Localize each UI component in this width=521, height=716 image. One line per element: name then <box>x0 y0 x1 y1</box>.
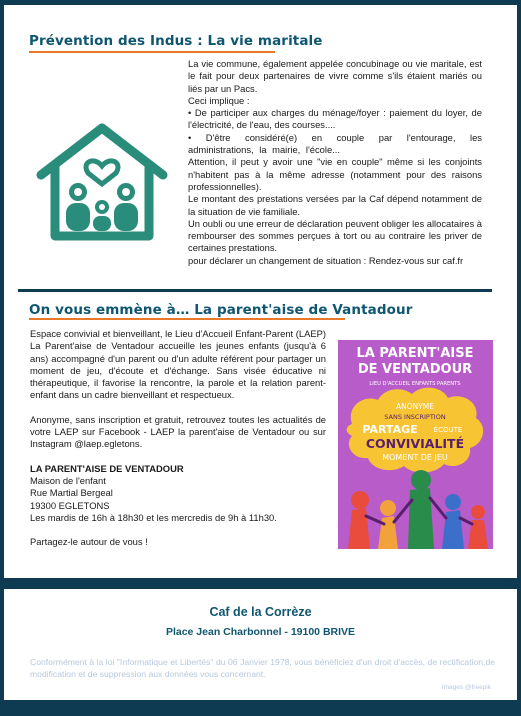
section-divider <box>18 289 492 292</box>
section2-title: On vous emmène à… La parent'aise de Vantadour <box>29 302 413 318</box>
poster-subtitle: LIEU D'ACCUEIL ENFANTS PARENTS <box>369 381 461 387</box>
poster-title-line1: LA PARENT'AISE <box>356 346 474 361</box>
legal-notice: Conformément à la loi "Informatique et Libertés" du 06 Janvier 1978, vous bénéficiez d'un droit d'accès, de rectification,de modification et de suppression aux données vous concernant. <box>30 657 495 679</box>
paragraph-oubli: Un oubli ou une erreur de déclaration peuvent obliger les allocataires à rembourser des sommes perçues à tort ou au contraire les priver de certaines prestations. <box>188 217 482 254</box>
paragraph-implies: Ceci implique : <box>188 94 250 106</box>
footer-org-name: Caf de la Corrèze <box>209 605 312 619</box>
poster-word-ecoute: ÉCOUTE <box>433 426 463 434</box>
laep-social-info: Anonyme, sans inscription et gratuit, retrouvez toutes les actualités de votre LAEP sur Facebook - LAEP la parent'aise de Ventadour ou sur Instagram @laep.egletons. <box>30 413 326 450</box>
poster-word-anonyme: ANONYME <box>395 402 435 411</box>
paragraph-declare-change: pour déclarer un changement de situation : Rendez-vous sur caf.fr <box>188 254 464 266</box>
bottom-band <box>0 700 521 716</box>
section1-title: Prévention des Indus : La vie maritale <box>29 33 323 49</box>
image-credit: Images @freepik <box>441 684 491 691</box>
poster-word-partage: PARTAGE <box>362 423 418 436</box>
section2-body <box>30 328 326 548</box>
poster-title-line2: DE VENTADOUR <box>357 362 473 377</box>
paragraph-amount: Le montant des prestations versées par la Caf dépend notamment de la situation de vie familiale. <box>188 193 482 217</box>
address-line: 19300 EGLETONS <box>30 499 110 511</box>
footer-band <box>0 578 521 589</box>
share-call: Partagez-le autour de vous ! <box>30 536 148 548</box>
poster-word-moment: MOMENT DE JEU <box>382 453 448 462</box>
footer-address: Place Jean Charbonnel - 19100 BRIVE <box>165 626 356 638</box>
address-line: Maison de l'enfant <box>30 474 106 486</box>
top-frame-band <box>0 0 521 5</box>
section1-title-underline <box>29 51 275 53</box>
paragraph-definition: La vie commune, également appelée concubinage ou vie maritale, est le fait pour deux partenaires de vivre comme s'ils étaient mariés ou liés par un Pacs. <box>188 58 482 94</box>
bullet-considered: • D'être considéré(e) en couple par l'entourage, les administrations, la mairie, l'école... <box>188 131 482 156</box>
poster-word-inscription: SANS INSCRIPTION <box>384 413 446 421</box>
address-title: LA PARENT'AISE DE VENTADOUR <box>30 462 184 474</box>
address-line: Rue Martial Bergeal <box>30 487 113 499</box>
bullet-charges: • De participer aux charges du ménage/foyer : paiement du loyer, de l'électricité, de l'eau, des courses.... <box>188 107 482 131</box>
family-house-icon <box>33 120 171 242</box>
laep-poster-image <box>338 340 493 549</box>
laep-description: Espace convivial et bienveillant, le Lieu d'Accueil Enfant-Parent (LAEP) La Parent'aise de Ventadour accueille les jeunes enfants (jusqu'à 6 ans) accompagné d'un parent ou d'un adulte référent pour partager un moment de jeu, d'écoute et d'échange. Sans visée éducative ni thérapeutique, il favorise la rencontre, la parole et la relation parent-enfant dans un cadre bienveillant et respectueux. <box>30 328 326 401</box>
section2-title-underline <box>29 318 345 320</box>
poster-word-convivialite: CONVIVIALITÉ <box>365 436 465 451</box>
opening-hours: Les mardis de 16h à 18h30 et les mercredis de 9h à 11h30. <box>30 511 277 523</box>
section1-body <box>188 58 482 267</box>
paragraph-attention: Attention, il peut y avoir une "vie en couple" même si les conjoints n'habitent pas à la même adresse (notamment pour des raisons professionnelles). <box>188 156 482 192</box>
